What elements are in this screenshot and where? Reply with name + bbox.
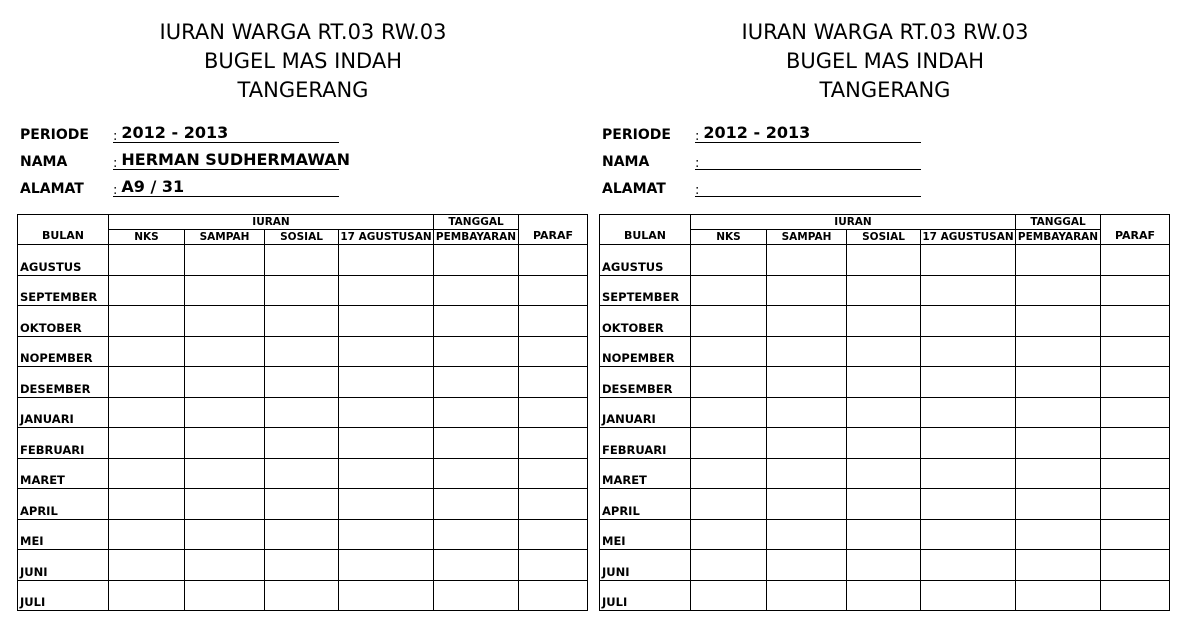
cell-sosial[interactable] [265,275,339,306]
month-cell: MARET [600,458,691,489]
cell-17-agustusan[interactable] [339,397,434,428]
cell-sosial[interactable] [265,580,339,611]
cell-tanggal-pembayaran[interactable] [434,580,519,611]
cell-paraf[interactable] [519,580,588,611]
cell-paraf[interactable] [519,306,588,337]
payment-table [17,214,588,611]
cell-17-agustusan[interactable] [339,458,434,489]
cell-sampah[interactable] [767,428,847,459]
cell-tanggal-pembayaran[interactable] [434,428,519,459]
cell-paraf[interactable] [1101,550,1170,581]
column-header-paraf: PARAF [519,215,588,245]
cell-tanggal-pembayaran[interactable] [1016,580,1101,611]
cell-paraf[interactable] [519,275,588,306]
title-line-2: BUGEL MAS INDAH [785,49,985,73]
cell-sampah[interactable] [767,458,847,489]
cell-tanggal-pembayaran[interactable] [434,245,519,276]
cell-sosial[interactable] [265,489,339,520]
cell-17-agustusan[interactable] [921,519,1016,550]
cell-paraf[interactable] [1101,489,1170,520]
cell-nks[interactable] [109,550,185,581]
cell-nks[interactable] [691,428,767,459]
payment-card-left [17,0,589,630]
cell-sosial[interactable] [847,397,921,428]
cell-sosial[interactable] [847,306,921,337]
field-label: NAMA [602,154,650,170]
cell-sampah[interactable] [767,275,847,306]
cell-17-agustusan[interactable] [921,367,1016,398]
table-row [18,397,588,428]
cell-nks[interactable] [109,519,185,550]
cell-paraf[interactable] [1101,519,1170,550]
cell-nks[interactable] [691,245,767,276]
cell-nks[interactable] [109,336,185,367]
table-row [600,428,1170,459]
cell-sampah[interactable] [767,519,847,550]
cell-17-agustusan[interactable] [921,306,1016,337]
month-cell: APRIL [600,489,691,520]
cell-paraf[interactable] [1101,336,1170,367]
month-cell: DESEMBER [600,367,691,398]
cell-sampah[interactable] [185,458,265,489]
column-header-iuran: IURAN [691,215,1016,230]
periode-field[interactable] [695,123,921,143]
cell-tanggal-pembayaran[interactable] [1016,458,1101,489]
cell-17-agustusan[interactable] [921,336,1016,367]
cell-17-agustusan[interactable] [921,550,1016,581]
field-label: PERIODE [20,127,89,143]
cell-sosial[interactable] [847,245,921,276]
cell-17-agustusan[interactable] [339,245,434,276]
cell-sampah[interactable] [767,580,847,611]
nama-field[interactable] [695,150,921,170]
month-cell: FEBRUARI [18,428,109,459]
cell-sosial[interactable] [265,458,339,489]
month-cell: JULI [18,580,109,611]
colon: : [695,129,700,144]
title-line-1: IURAN WARGA RT.03 RW.03 [159,20,447,44]
cell-17-agustusan[interactable] [921,580,1016,611]
cell-17-agustusan[interactable] [339,306,434,337]
cell-17-agustusan[interactable] [921,275,1016,306]
table-row [18,367,588,398]
month-cell: NOPEMBER [600,336,691,367]
table-row [18,428,588,459]
table-row [18,550,588,581]
cell-nks[interactable] [109,245,185,276]
cell-sampah[interactable] [185,245,265,276]
cell-paraf[interactable] [519,245,588,276]
column-header-nks: NKS [691,230,767,245]
cell-sampah[interactable] [185,397,265,428]
cell-sampah[interactable] [767,245,847,276]
cell-sosial[interactable] [265,245,339,276]
cell-sosial[interactable] [265,336,339,367]
colon: : [113,156,118,171]
cell-tanggal-pembayaran[interactable] [1016,245,1101,276]
colon: : [113,183,118,198]
payment-card-right [599,0,1171,630]
table-row [600,275,1170,306]
cell-sampah[interactable] [767,550,847,581]
cell-tanggal-pembayaran[interactable] [434,367,519,398]
cell-paraf[interactable] [1101,245,1170,276]
column-header-17-agustusan: 17 AGUSTUSAN [922,231,1014,243]
column-header-nks: NKS [109,230,185,245]
field-value: 2012 - 2013 [703,123,811,142]
cell-tanggal-pembayaran[interactable] [1016,336,1101,367]
month-cell: JUNI [18,550,109,581]
cell-paraf[interactable] [519,428,588,459]
column-header-pembayaran: PEMBAYARAN [1016,230,1101,245]
cell-sampah[interactable] [185,489,265,520]
cell-sampah[interactable] [767,489,847,520]
cell-paraf[interactable] [519,550,588,581]
cell-tanggal-pembayaran[interactable] [434,458,519,489]
cell-nks[interactable] [691,336,767,367]
alamat-field[interactable] [695,177,921,197]
month-cell: SEPTEMBER [18,275,109,306]
cell-17-agustusan[interactable] [339,519,434,550]
cell-sampah[interactable] [767,367,847,398]
nama-field[interactable] [113,150,351,171]
month-cell: AGUSTUS [18,245,109,276]
cell-tanggal-pembayaran[interactable] [1016,367,1101,398]
month-cell: JANUARI [600,397,691,428]
column-header-sampah: SAMPAH [185,230,265,245]
cell-paraf[interactable] [519,397,588,428]
cell-paraf[interactable] [1101,428,1170,459]
cell-17-agustusan[interactable] [339,550,434,581]
cell-sosial[interactable] [265,428,339,459]
cell-17-agustusan[interactable] [339,275,434,306]
title-line-2: BUGEL MAS INDAH [203,49,403,73]
column-header-paraf: PARAF [1101,215,1170,245]
column-header-sosial: SOSIAL [265,230,339,245]
cell-17-agustusan[interactable] [339,367,434,398]
cell-nks[interactable] [109,458,185,489]
column-header-sampah: SAMPAH [767,230,847,245]
table-row [18,458,588,489]
table-row [600,336,1170,367]
cell-tanggal-pembayaran[interactable] [1016,519,1101,550]
cell-tanggal-pembayaran[interactable] [434,306,519,337]
column-header-iuran: IURAN [109,215,434,230]
month-cell: JULI [600,580,691,611]
month-cell: MEI [18,519,109,550]
cell-sampah[interactable] [767,306,847,337]
field-value: A9 / 31 [121,177,185,196]
column-header-bulan: BULAN [600,215,691,245]
cell-sosial[interactable] [847,428,921,459]
colon: : [113,129,118,144]
table-row [600,306,1170,337]
cell-tanggal-pembayaran[interactable] [434,397,519,428]
cell-sampah[interactable] [767,397,847,428]
table-row [18,306,588,337]
cell-nks[interactable] [109,397,185,428]
month-cell: MARET [18,458,109,489]
cell-paraf[interactable] [519,489,588,520]
column-header-sosial: SOSIAL [847,230,921,245]
cell-nks[interactable] [109,580,185,611]
table-row [18,336,588,367]
cell-paraf[interactable] [1101,275,1170,306]
column-header-17-agustusan: 17 AGUSTUSAN [340,231,432,243]
cell-tanggal-pembayaran[interactable] [1016,550,1101,581]
field-value: HERMAN SUDHERMAWAN [121,150,351,169]
cell-nks[interactable] [109,275,185,306]
month-cell: FEBRUARI [600,428,691,459]
cell-sosial[interactable] [847,367,921,398]
table-row [18,489,588,520]
cell-tanggal-pembayaran[interactable] [434,336,519,367]
column-header-tanggal: TANGGAL [1016,215,1101,230]
cell-sampah[interactable] [185,428,265,459]
cell-sampah[interactable] [185,275,265,306]
colon: : [695,156,700,171]
title-line-3: TANGERANG [819,78,951,102]
cell-nks[interactable] [109,367,185,398]
cell-paraf[interactable] [519,336,588,367]
cell-nks[interactable] [691,580,767,611]
periode-field[interactable] [113,123,339,143]
card-title [599,18,1171,105]
table-row [600,489,1170,520]
cell-sosial[interactable] [847,489,921,520]
table-row [18,245,588,276]
month-cell: SEPTEMBER [600,275,691,306]
cell-tanggal-pembayaran[interactable] [434,519,519,550]
field-value: 2012 - 2013 [121,123,229,142]
cell-tanggal-pembayaran[interactable] [1016,275,1101,306]
cell-sosial[interactable] [847,580,921,611]
table-row [600,550,1170,581]
cell-nks[interactable] [691,519,767,550]
column-header-tanggal: TANGGAL [434,215,519,230]
month-cell: OKTOBER [18,306,109,337]
cell-sosial[interactable] [265,397,339,428]
cell-sosial[interactable] [265,550,339,581]
table-row [600,397,1170,428]
month-cell: AGUSTUS [600,245,691,276]
field-label: PERIODE [602,127,671,143]
month-cell: JANUARI [18,397,109,428]
cell-tanggal-pembayaran[interactable] [434,489,519,520]
cell-sampah[interactable] [185,519,265,550]
cell-paraf[interactable] [519,519,588,550]
field-label: NAMA [20,154,68,170]
month-cell: NOPEMBER [18,336,109,367]
cell-sampah[interactable] [185,550,265,581]
cell-nks[interactable] [691,275,767,306]
cell-paraf[interactable] [1101,458,1170,489]
column-header-bulan: BULAN [18,215,109,245]
table-row [600,519,1170,550]
cell-sampah[interactable] [185,336,265,367]
title-line-3: TANGERANG [237,78,369,102]
table-row [18,275,588,306]
table-row [18,519,588,550]
cell-nks[interactable] [691,306,767,337]
cell-nks[interactable] [691,367,767,398]
table-row [600,367,1170,398]
cell-tanggal-pembayaran[interactable] [434,550,519,581]
table-row [18,580,588,611]
cell-17-agustusan[interactable] [921,428,1016,459]
alamat-field[interactable] [113,177,339,197]
cell-sosial[interactable] [265,519,339,550]
cell-sosial[interactable] [847,275,921,306]
cell-tanggal-pembayaran[interactable] [1016,489,1101,520]
month-cell: JUNI [600,550,691,581]
cell-sosial[interactable] [265,306,339,337]
cell-sosial[interactable] [265,367,339,398]
cell-nks[interactable] [691,550,767,581]
cell-nks[interactable] [691,458,767,489]
cell-17-agustusan[interactable] [339,580,434,611]
cell-paraf[interactable] [1101,580,1170,611]
cell-paraf[interactable] [1101,397,1170,428]
field-label: ALAMAT [602,181,666,197]
cell-nks[interactable] [691,397,767,428]
field-label: ALAMAT [20,181,84,197]
cell-paraf[interactable] [1101,306,1170,337]
cell-17-agustusan[interactable] [921,489,1016,520]
month-cell: MEI [600,519,691,550]
cell-paraf[interactable] [519,367,588,398]
cell-nks[interactable] [109,306,185,337]
cell-paraf[interactable] [519,458,588,489]
card-title [17,18,589,105]
month-cell: OKTOBER [600,306,691,337]
cell-17-agustusan[interactable] [921,458,1016,489]
cell-17-agustusan[interactable] [921,397,1016,428]
month-cell: DESEMBER [18,367,109,398]
cell-sosial[interactable] [847,550,921,581]
cell-tanggal-pembayaran[interactable] [434,275,519,306]
cell-sampah[interactable] [185,580,265,611]
cell-nks[interactable] [109,489,185,520]
cell-sampah[interactable] [185,367,265,398]
cell-paraf[interactable] [1101,367,1170,398]
cell-17-agustusan[interactable] [339,336,434,367]
cell-tanggal-pembayaran[interactable] [1016,306,1101,337]
cell-tanggal-pembayaran[interactable] [1016,397,1101,428]
cell-tanggal-pembayaran[interactable] [1016,428,1101,459]
title-line-1: IURAN WARGA RT.03 RW.03 [741,20,1029,44]
cell-sosial[interactable] [847,336,921,367]
cell-17-agustusan[interactable] [339,489,434,520]
month-cell: APRIL [18,489,109,520]
cell-sampah[interactable] [767,336,847,367]
table-row [600,458,1170,489]
cell-nks[interactable] [109,428,185,459]
table-row [600,580,1170,611]
cell-sosial[interactable] [847,458,921,489]
cell-17-agustusan[interactable] [921,245,1016,276]
payment-table [599,214,1170,611]
table-row [600,245,1170,276]
cell-sampah[interactable] [185,306,265,337]
colon: : [695,183,700,198]
cell-nks[interactable] [691,489,767,520]
column-header-pembayaran: PEMBAYARAN [434,230,519,245]
cell-17-agustusan[interactable] [339,428,434,459]
cell-sosial[interactable] [847,519,921,550]
